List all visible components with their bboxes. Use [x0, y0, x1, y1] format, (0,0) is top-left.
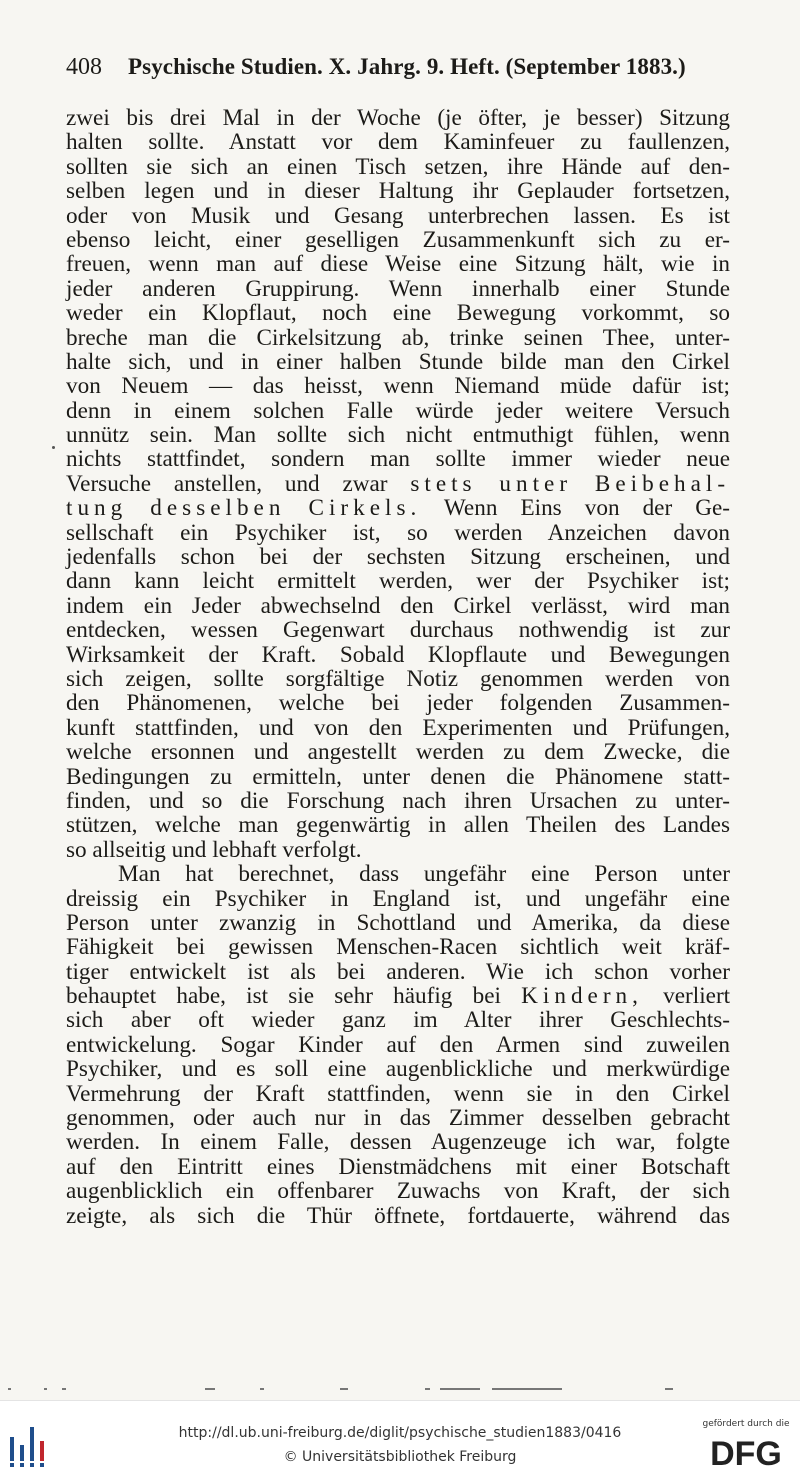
scan-artifacts	[0, 1384, 800, 1394]
text-line: finden, und so die Forschung nach ihren Ursachen zu unter-	[66, 787, 730, 814]
text-line: von Neuem — das heisst, wenn Niemand müde dafür ist;	[66, 373, 730, 400]
text-line: den Phänomenen, welche bei jeder folgenden Zusammen-	[66, 690, 730, 717]
word: Eins	[520, 495, 562, 522]
text-line: jeder anderen Gruppirung. Wenn innerhalb einer Stunde	[66, 275, 730, 302]
word: Wenn	[443, 495, 498, 522]
paragraph-start-line: Man hat berechnet, dass ungefähr eine Person unter	[118, 861, 730, 888]
dfg-logo-text: DFG	[710, 1435, 782, 1469]
text-line: zwei bis drei Mal in der Woche (je öfter, je besser) Sitzung	[66, 105, 730, 131]
text-line: halte sich, und in einer halben Stunde bilde man den Cirkel	[66, 348, 730, 375]
text-line: dreissig ein Psychiker in England ist, und ungefähr eine	[66, 885, 730, 912]
page-number: 408	[66, 54, 102, 80]
text-line: kunft stattfinden, und von den Experimenten und Prüfungen,	[66, 714, 730, 741]
text-line	[66, 984, 730, 1008]
text-line: welche ersonnen und angestellt werden zu dem Zwecke, die	[66, 739, 730, 766]
word: der	[642, 495, 673, 522]
footer-url[interactable]: http://dl.ub.uni-freiburg.de/diglit/psychische_studien1883/0416	[178, 1425, 622, 1441]
text-line: tiger entwickelt ist als bei anderen. Wie ich schon vorher	[66, 958, 730, 985]
text-line: sich zeigen, sollte sorgfältige Notiz genommen werden von	[66, 665, 730, 692]
spaced-word: Kindern,	[521, 983, 643, 1010]
text-line	[66, 472, 730, 496]
spaced-word: Beibehal-	[594, 470, 731, 497]
text-line: sellschaft ein Psychiker ist, so werden Anzeichen davon	[66, 519, 730, 546]
text-line: nichts stattfindet, sondern man sollte immer wieder neue	[66, 446, 730, 473]
dfg-logo	[702, 1435, 790, 1469]
text-line: weder ein Klopflaut, noch eine Bewegung vorkommt, so	[66, 300, 730, 327]
word: Versuche	[66, 470, 151, 497]
paragraph-end-line: so allseitig und lebhaft verfolgt.	[66, 836, 362, 863]
text-line: Vermehrung der Kraft stattfinden, wenn sie in den Cirkel	[66, 1080, 730, 1107]
word: Ge-	[695, 495, 730, 522]
text-line: genommen, oder auch nur in das Zimmer desselben gebracht	[66, 1105, 730, 1132]
text-line: ebenso leicht, einer geselligen Zusammenkunft sich zu er-	[66, 226, 730, 253]
body-text	[66, 106, 730, 1228]
text-line: auf den Eintritt eines Dienstmädchens mit einer Botschaft	[66, 1153, 730, 1180]
dfg-note: gefördert durch die	[702, 1419, 790, 1429]
text-line: dann kann leicht ermittelt werden, wer der Psychiker ist;	[66, 568, 730, 595]
word: sehr	[334, 983, 373, 1010]
text-line: breche man die Cirkelsitzung ab, trinke seinen Thee, unter-	[66, 324, 730, 351]
text-line: Person unter zwanzig in Schottland und Amerika, da diese	[66, 909, 730, 936]
text-line: zeigte, als sich die Thür öffnete, fortdauerte, während das	[66, 1202, 730, 1229]
word: behauptet	[66, 983, 157, 1010]
footer-copyright: © Universitätsbibliothek Freiburg	[283, 1449, 517, 1465]
word: und	[284, 470, 320, 497]
word: verliert	[663, 983, 731, 1010]
text-line: unnütz sein. Man sollte sich nicht entmuthigt fühlen, wenn	[66, 422, 730, 449]
spaced-word: desselben	[150, 495, 286, 522]
text-line: Bedingungen zu ermitteln, unter denen die Phänomene statt-	[66, 763, 730, 790]
word: bei	[472, 983, 501, 1010]
running-header	[66, 54, 730, 88]
text-line: denn in einem solchen Falle würde jeder weitere Versuch	[66, 397, 730, 424]
word: häufig	[393, 983, 453, 1010]
text-line: entdecken, wessen Gegenwart durchaus nothwendig ist zur	[66, 617, 730, 644]
text-line: entwickelung. Sogar Kinder auf den Armen sind zuweilen	[66, 1031, 730, 1058]
text-line: sich aber oft wieder ganz im Alter ihrer Geschlechts-	[66, 1007, 730, 1034]
footer	[0, 1400, 800, 1473]
word: zwar	[342, 470, 388, 497]
text-line: werden. In einem Falle, dessen Augenzeuge ich war, folgte	[66, 1129, 730, 1156]
text-line: indem ein Jeder abwechselnd den Cirkel verlässt, wird man	[66, 592, 730, 619]
text-line: freuen, wenn man auf diese Weise eine Sitzung hält, wie in	[66, 251, 730, 278]
spaced-word: tung	[66, 495, 128, 522]
text-line: augenblicklich ein offenbarer Zuwachs von Kraft, der sich	[66, 1178, 730, 1205]
text-line: Wirksamkeit der Kraft. Sobald Klopflaute und Bewegungen	[66, 641, 730, 668]
margin-mark	[52, 446, 55, 449]
spaced-word: stets	[410, 470, 477, 497]
text-line	[66, 496, 730, 520]
word: anstellen,	[173, 470, 263, 497]
spaced-word: unter	[499, 470, 573, 497]
text-line: Psychiker, und es soll eine augenblickliche und merkwürdige	[66, 1056, 730, 1083]
spaced-word: Cirkels.	[308, 495, 422, 522]
word: habe,	[176, 983, 226, 1010]
word: ist	[246, 983, 269, 1010]
text-line: sollten sie sich an einen Tisch setzen, ihre Hände auf den-	[66, 153, 730, 180]
text-line: stützen, welche man gegenwärtig in allen Theilen des Landes	[66, 812, 730, 839]
text-line: halten sollte. Anstatt vor dem Kaminfeuer zu faullenzen,	[66, 129, 730, 156]
text-line: jedenfalls schon bei der sechsten Sitzung erscheinen, und	[66, 544, 730, 571]
running-title: Psychische Studien. X. Jahrg. 9. Heft. (September 1883.)	[128, 54, 686, 79]
text-line: selben legen und in dieser Haltung ihr Geplauder fortsetzen,	[66, 178, 730, 205]
word: sie	[288, 983, 315, 1010]
text-line: oder von Musik und Gesang unterbrechen lassen. Es ist	[66, 202, 730, 229]
word: von	[584, 495, 620, 522]
text-line: Fähigkeit bei gewissen Menschen-Racen sichtlich weit kräf-	[66, 934, 730, 961]
